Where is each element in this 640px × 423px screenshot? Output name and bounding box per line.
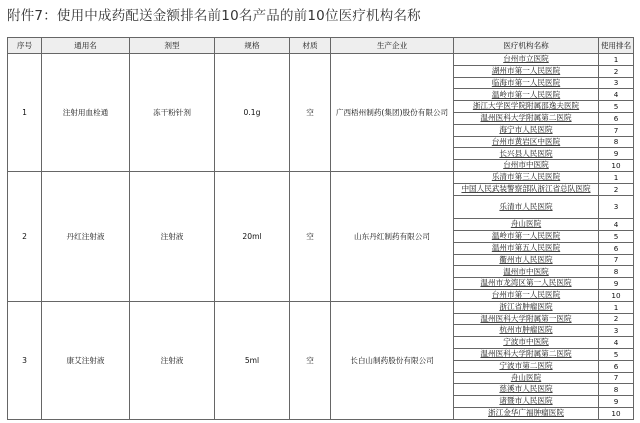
hospital-name: 温州市中医院 bbox=[503, 266, 549, 276]
product-material: 空 bbox=[290, 171, 331, 301]
usage-rank: 8 bbox=[599, 384, 634, 396]
hospital-name: 台州市黄岩区中医院 bbox=[491, 136, 561, 146]
usage-rank: 3 bbox=[599, 325, 634, 337]
usage-rank: 6 bbox=[599, 360, 634, 372]
hospital-name: 温州医科大学附属第二医院 bbox=[480, 349, 572, 359]
hospital-name-cell bbox=[454, 289, 599, 301]
usage-rank: 2 bbox=[599, 313, 634, 325]
hospital-name-cell bbox=[454, 230, 599, 242]
usage-rank: 1 bbox=[599, 54, 634, 66]
product-no: 1 bbox=[8, 54, 42, 172]
usage-rank: 7 bbox=[599, 254, 634, 266]
header-no: 序号 bbox=[8, 38, 42, 54]
usage-rank: 2 bbox=[599, 65, 634, 77]
usage-rank: 4 bbox=[599, 219, 634, 231]
hospital-name-cell bbox=[454, 171, 599, 183]
table-row bbox=[8, 54, 634, 66]
usage-rank: 4 bbox=[599, 89, 634, 101]
hospital-name-cell bbox=[454, 372, 599, 384]
hospital-name: 温州医科大学附属第二医院 bbox=[480, 113, 572, 123]
table-body bbox=[8, 54, 634, 420]
usage-rank: 10 bbox=[599, 407, 634, 419]
usage-rank: 6 bbox=[599, 112, 634, 124]
header-rank: 使用排名 bbox=[599, 38, 634, 54]
hospital-name: 浙江大学医学院附属邵逸夫医院 bbox=[472, 101, 580, 111]
usage-rank: 7 bbox=[599, 124, 634, 136]
header-manufacturer: 生产企业 bbox=[331, 38, 454, 54]
hospital-name-cell bbox=[454, 101, 599, 113]
hospital-name-cell bbox=[454, 65, 599, 77]
product-generic-name: 康艾注射液 bbox=[42, 301, 130, 419]
hospital-name-cell bbox=[454, 112, 599, 124]
hospital-name: 浙江金华广福肿瘤医院 bbox=[488, 408, 564, 418]
hospital-name: 慈溪市人民医院 bbox=[499, 384, 553, 394]
product-spec: 5ml bbox=[215, 301, 290, 419]
hospital-name: 临海市第一人民医院 bbox=[491, 77, 561, 87]
usage-rank: 6 bbox=[599, 242, 634, 254]
product-manufacturer: 长白山制药股份有限公司 bbox=[331, 301, 454, 419]
product-material: 空 bbox=[290, 54, 331, 172]
hospital-name-cell bbox=[454, 124, 599, 136]
hospital-name-cell bbox=[454, 136, 599, 148]
hospital-name-cell bbox=[454, 301, 599, 313]
product-dosage-form: 注射液 bbox=[130, 301, 215, 419]
hospital-name: 台州市中医院 bbox=[503, 160, 549, 170]
usage-rank: 5 bbox=[599, 101, 634, 113]
hospital-name-cell bbox=[454, 384, 599, 396]
hospital-name-cell bbox=[454, 77, 599, 89]
header-dosage-form: 剂型 bbox=[130, 38, 215, 54]
hospital-name-cell bbox=[454, 195, 599, 219]
hospital-name-cell bbox=[454, 148, 599, 160]
hospital-name: 中国人民武装警察部队浙江省总队医院 bbox=[461, 183, 591, 193]
usage-rank: 3 bbox=[599, 195, 634, 219]
usage-rank: 3 bbox=[599, 77, 634, 89]
hospital-name: 长兴县人民医院 bbox=[499, 148, 553, 158]
table-row bbox=[8, 171, 634, 183]
hospital-name: 宁波市中医院 bbox=[503, 337, 549, 347]
hospital-name-cell bbox=[454, 54, 599, 66]
hospital-name: 诸暨市人民医院 bbox=[499, 396, 553, 406]
usage-rank: 9 bbox=[599, 278, 634, 290]
product-manufacturer: 山东丹红制药有限公司 bbox=[331, 171, 454, 301]
usage-rank: 8 bbox=[599, 136, 634, 148]
hospital-name: 台州市第一人民医院 bbox=[491, 290, 561, 300]
product-manufacturer: 广西梧州制药(集团)股份有限公司 bbox=[331, 54, 454, 172]
product-spec: 0.1g bbox=[215, 54, 290, 172]
hospital-name-cell bbox=[454, 266, 599, 278]
hospital-name-cell bbox=[454, 183, 599, 195]
hospital-name: 海宁市人民医院 bbox=[499, 124, 553, 134]
product-spec: 20ml bbox=[215, 171, 290, 301]
header-hospital: 医疗机构名称 bbox=[454, 38, 599, 54]
product-dosage-form: 注射液 bbox=[130, 171, 215, 301]
hospital-name-cell bbox=[454, 278, 599, 290]
usage-rank: 10 bbox=[599, 289, 634, 301]
hospital-name: 宁波市第二医院 bbox=[499, 360, 553, 370]
usage-rank: 5 bbox=[599, 230, 634, 242]
header-material: 材质 bbox=[290, 38, 331, 54]
hospital-name: 乐清市人民医院 bbox=[499, 201, 553, 211]
hospital-name: 温州市第五人民医院 bbox=[491, 242, 561, 252]
hospital-name: 温岭市第一人民医院 bbox=[491, 231, 561, 241]
hospital-name: 湖州市第一人民医院 bbox=[491, 65, 561, 75]
hospital-name: 杭州市肿瘤医院 bbox=[499, 325, 553, 335]
hospital-name: 乐清市第三人民医院 bbox=[491, 172, 561, 182]
header-spec: 规格 bbox=[215, 38, 290, 54]
hospital-name: 舟山医院 bbox=[510, 219, 542, 229]
product-generic-name: 丹红注射液 bbox=[42, 171, 130, 301]
hospital-name: 台州市立医院 bbox=[503, 54, 549, 64]
hospital-name-cell bbox=[454, 407, 599, 419]
hospital-name-cell bbox=[454, 337, 599, 349]
product-generic-name: 注射用血栓通 bbox=[42, 54, 130, 172]
usage-rank: 10 bbox=[599, 160, 634, 172]
usage-rank: 5 bbox=[599, 348, 634, 360]
usage-rank: 1 bbox=[599, 171, 634, 183]
usage-rank: 8 bbox=[599, 266, 634, 278]
product-dosage-form: 冻干粉针剂 bbox=[130, 54, 215, 172]
usage-rank: 9 bbox=[599, 396, 634, 408]
product-material: 空 bbox=[290, 301, 331, 419]
hospital-name-cell bbox=[454, 242, 599, 254]
header-generic-name: 通用名 bbox=[42, 38, 130, 54]
hospital-name: 舟山医院 bbox=[510, 372, 542, 382]
hospital-name-cell bbox=[454, 219, 599, 231]
usage-rank: 7 bbox=[599, 372, 634, 384]
hospital-name-cell bbox=[454, 396, 599, 408]
hospital-name-cell bbox=[454, 254, 599, 266]
hospital-name: 温州市龙湾区第一人民医院 bbox=[480, 278, 572, 288]
product-no: 3 bbox=[8, 301, 42, 419]
product-no: 2 bbox=[8, 171, 42, 301]
usage-rank: 1 bbox=[599, 301, 634, 313]
usage-rank: 9 bbox=[599, 148, 634, 160]
hospital-name-cell bbox=[454, 89, 599, 101]
hospital-name: 衢州市人民医院 bbox=[499, 254, 553, 264]
hospital-name-cell bbox=[454, 360, 599, 372]
ranking-table bbox=[7, 37, 634, 420]
hospital-name-cell bbox=[454, 313, 599, 325]
hospital-name-cell bbox=[454, 160, 599, 172]
hospital-name: 浙江省肿瘤医院 bbox=[499, 301, 553, 311]
hospital-name-cell bbox=[454, 325, 599, 337]
hospital-name-cell bbox=[454, 348, 599, 360]
hospital-name: 温岭市第一人民医院 bbox=[491, 89, 561, 99]
usage-rank: 2 bbox=[599, 183, 634, 195]
table-header-row bbox=[8, 38, 634, 54]
table-row bbox=[8, 301, 634, 313]
document-title: 附件7：使用中成药配送金额排名前10名产品的前10位医疗机构名称 bbox=[7, 8, 421, 24]
usage-rank: 4 bbox=[599, 337, 634, 349]
hospital-name: 温州医科大学附属第一医院 bbox=[480, 313, 572, 323]
